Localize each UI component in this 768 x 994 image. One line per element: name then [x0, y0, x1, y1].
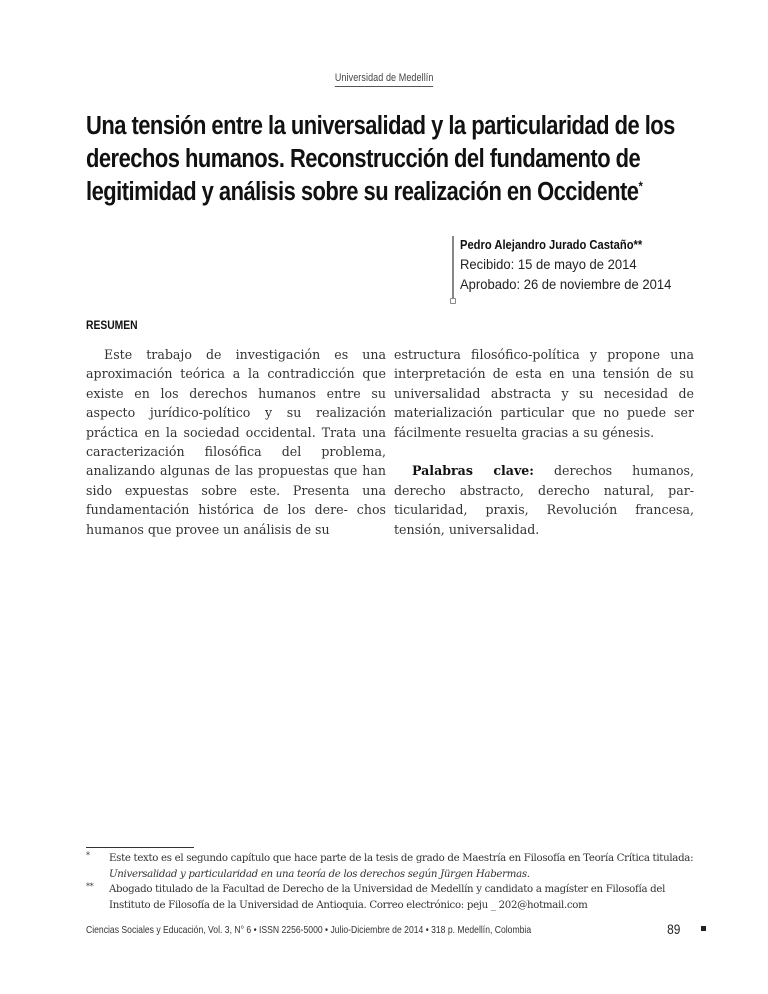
footnote-2 [86, 882, 698, 913]
author-rule-end-icon [450, 298, 456, 304]
abstract-heading: RESUMEN [86, 318, 138, 332]
bullet-icon [701, 926, 706, 931]
abstract-left-column [86, 345, 386, 539]
footnote-text: Abogado titulado de la Facultad de Derecho de la Universidad de Medellín y candidato a magíster en Filosofía del Instituto de Filosofía de la Universidad de Antioquia. Correo electrónico: peju _ 202@hotmail.com [109, 884, 666, 911]
article-title [86, 110, 700, 209]
footnotes [86, 851, 698, 913]
journal-header [0, 68, 768, 87]
received-date: Recibido: 15 de mayo de 2014 [460, 256, 637, 272]
page-footer [86, 921, 706, 937]
footnote-text: Este texto es el segundo capítulo que hace parte de la tesis de grado de Maestría en Filosofía en Teoría Crítica titulada: [109, 853, 694, 864]
journal-label: Universidad de Medellín [335, 72, 434, 87]
footnote-divider [86, 847, 194, 848]
keywords [394, 461, 694, 539]
abstract-text-right: estructura filosófico-política y propone una interpretación de esta en una tensión de su universalidad abstracta y su necesidad de materialización particular que no puede ser fácilmente resuelta gracias a su génesis. [394, 347, 694, 440]
footnote-thesis-title: Universalidad y particularidad en una teoría de los derechos según Jürgen Habermas. [109, 868, 530, 880]
footnote-1 [86, 851, 698, 882]
keywords-label: Palabras clave: [412, 463, 534, 479]
abstract-right-column [394, 345, 694, 539]
author-block [452, 236, 687, 294]
title-text: Una tensión entre la universalidad y la particularidad de los derechos humanos. Reconstrucción del fundamento de legitimidad y análisis sobre su realización en Occidente [86, 112, 675, 206]
title-footnote-mark: * [638, 178, 643, 194]
footnote-mark: * [86, 851, 90, 860]
footer-citation: Ciencias Sociales y Educación, Vol. 3, N° 6 • ISSN 2256-5000 • Julio-Diciembre de 2014 • 318 p. Medellín, Colombia [86, 924, 532, 936]
abstract-text-left: Este trabajo de investigación es una aproximación teórica a la contradicción que existe en los derechos humanos entre su aspecto jurídico-político y su realización práctica en la sociedad occidental. Trata una caracterización filosófica del problema, analizando algunas de las propuestas que han sido expuestas sobre este. Presenta una fundamentación histórica de los dere- chos humanos que provee un análisis de su [86, 347, 386, 537]
keywords-list: derechos humanos, derecho abstracto, derecho natural, par- ticularidad, praxis, Revolución francesa, tensión, universalidad. [394, 463, 694, 537]
author-rule [452, 236, 454, 298]
page-number: 89 [667, 921, 681, 937]
footnote-mark: ** [86, 882, 94, 891]
approved-date: Aprobado: 26 de noviembre de 2014 [460, 276, 672, 292]
author-name: Pedro Alejandro Jurado Castaño** [460, 237, 643, 252]
